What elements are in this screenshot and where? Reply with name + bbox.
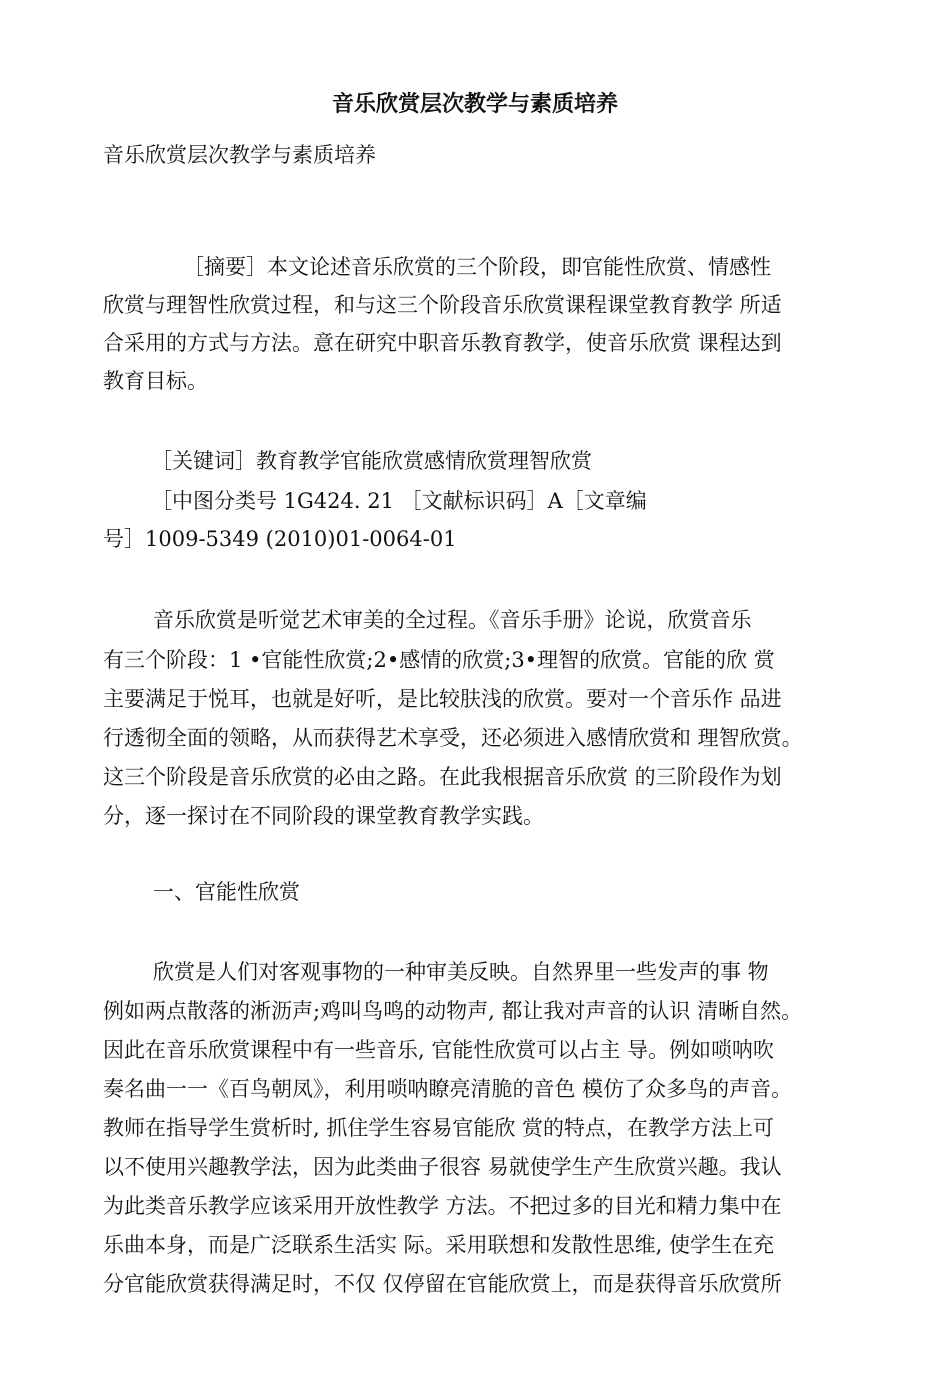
section-heading: 一、官能性欣赏 — [153, 880, 300, 904]
section1-line: 以不使用兴趣教学法，因为此类曲子很容 易就使学生产生欣赏兴趣。我认 — [103, 1155, 782, 1179]
intro-line: 主要满足于悦耳，也就是好听，是比较肤浅的欣赏。要对一个音乐作 品进 — [103, 687, 782, 711]
keywords-line: ［关键词］教育教学官能欣赏感情欣赏理智欣赏 — [151, 449, 592, 473]
intro-line: 音乐欣赏是听觉艺术审美的全过程。《音乐手册》论说，欣赏音乐 — [153, 608, 752, 632]
subtitle: 音乐欣赏层次教学与素质培养 — [103, 143, 376, 167]
section1-line: 奏名曲一一《百鸟朝凤》，利用唢呐瞭亮清脆的音色 模仿了众多鸟的声音。 — [103, 1077, 793, 1101]
classification-line: 号］1009-5349 (2010)01-0064-01 — [103, 527, 457, 551]
classification-line: ［中图分类号 1G424. 21 ［文献标识码］A［文章编 — [151, 489, 647, 513]
intro-line: 有三个阶段：1 •官能性欣赏;2•感情的欣赏;3•理智的欣赏。官能的欣 赏 — [103, 648, 775, 672]
intro-line: 分，逐一探讨在不同阶段的课堂教育教学实践。 — [103, 804, 544, 828]
page-title: 音乐欣赏层次教学与素质培养 — [331, 91, 618, 117]
abstract-line: ［摘要］本文论述音乐欣赏的三个阶段，即官能性欣赏、情感性 — [183, 255, 771, 279]
intro-line: 行透彻全面的领略，从而获得艺术享受，还必须进入感情欣赏和 理智欣赏。 — [103, 726, 803, 750]
section1-line: 因此在音乐欣赏课程中有一些音乐, 官能性欣赏可以占主 导。例如唢呐吹 — [103, 1038, 775, 1062]
section1-line: 为此类音乐教学应该采用开放性教学 方法。不把过多的目光和精力集中在 — [103, 1194, 782, 1218]
section1-line: 欣赏是人们对客观事物的一种审美反映。自然界里一些发声的事 物 — [153, 960, 769, 984]
section1-line: 分官能欣赏获得满足时，不仅 仅停留在官能欣赏上，而是获得音乐欣赏所 — [103, 1272, 782, 1296]
intro-line: 这三个阶段是音乐欣赏的必由之路。在此我根据音乐欣赏 的三阶段作为划 — [103, 765, 782, 789]
section1-line: 乐曲本身，而是广泛联系生活实 际。采用联想和发散性思维, 使学生在充 — [103, 1233, 775, 1257]
abstract-line: 欣赏与理智性欣赏过程，和与这三个阶段音乐欣赏课程课堂教育教学 所适 — [103, 293, 782, 317]
section1-line: 例如两点散落的淅沥声;鸡叫鸟鸣的动物声, 都让我对声音的认识 清晰自然。 — [103, 999, 803, 1023]
abstract-line: 合采用的方式与方法。意在研究中职音乐教育教学，使音乐欣赏 课程达到 — [103, 331, 782, 355]
abstract-line: 教育目标。 — [103, 369, 208, 393]
section1-line: 教师在指导学生赏析时, 抓住学生容易官能欣 赏的特点，在教学方法上可 — [103, 1116, 775, 1140]
